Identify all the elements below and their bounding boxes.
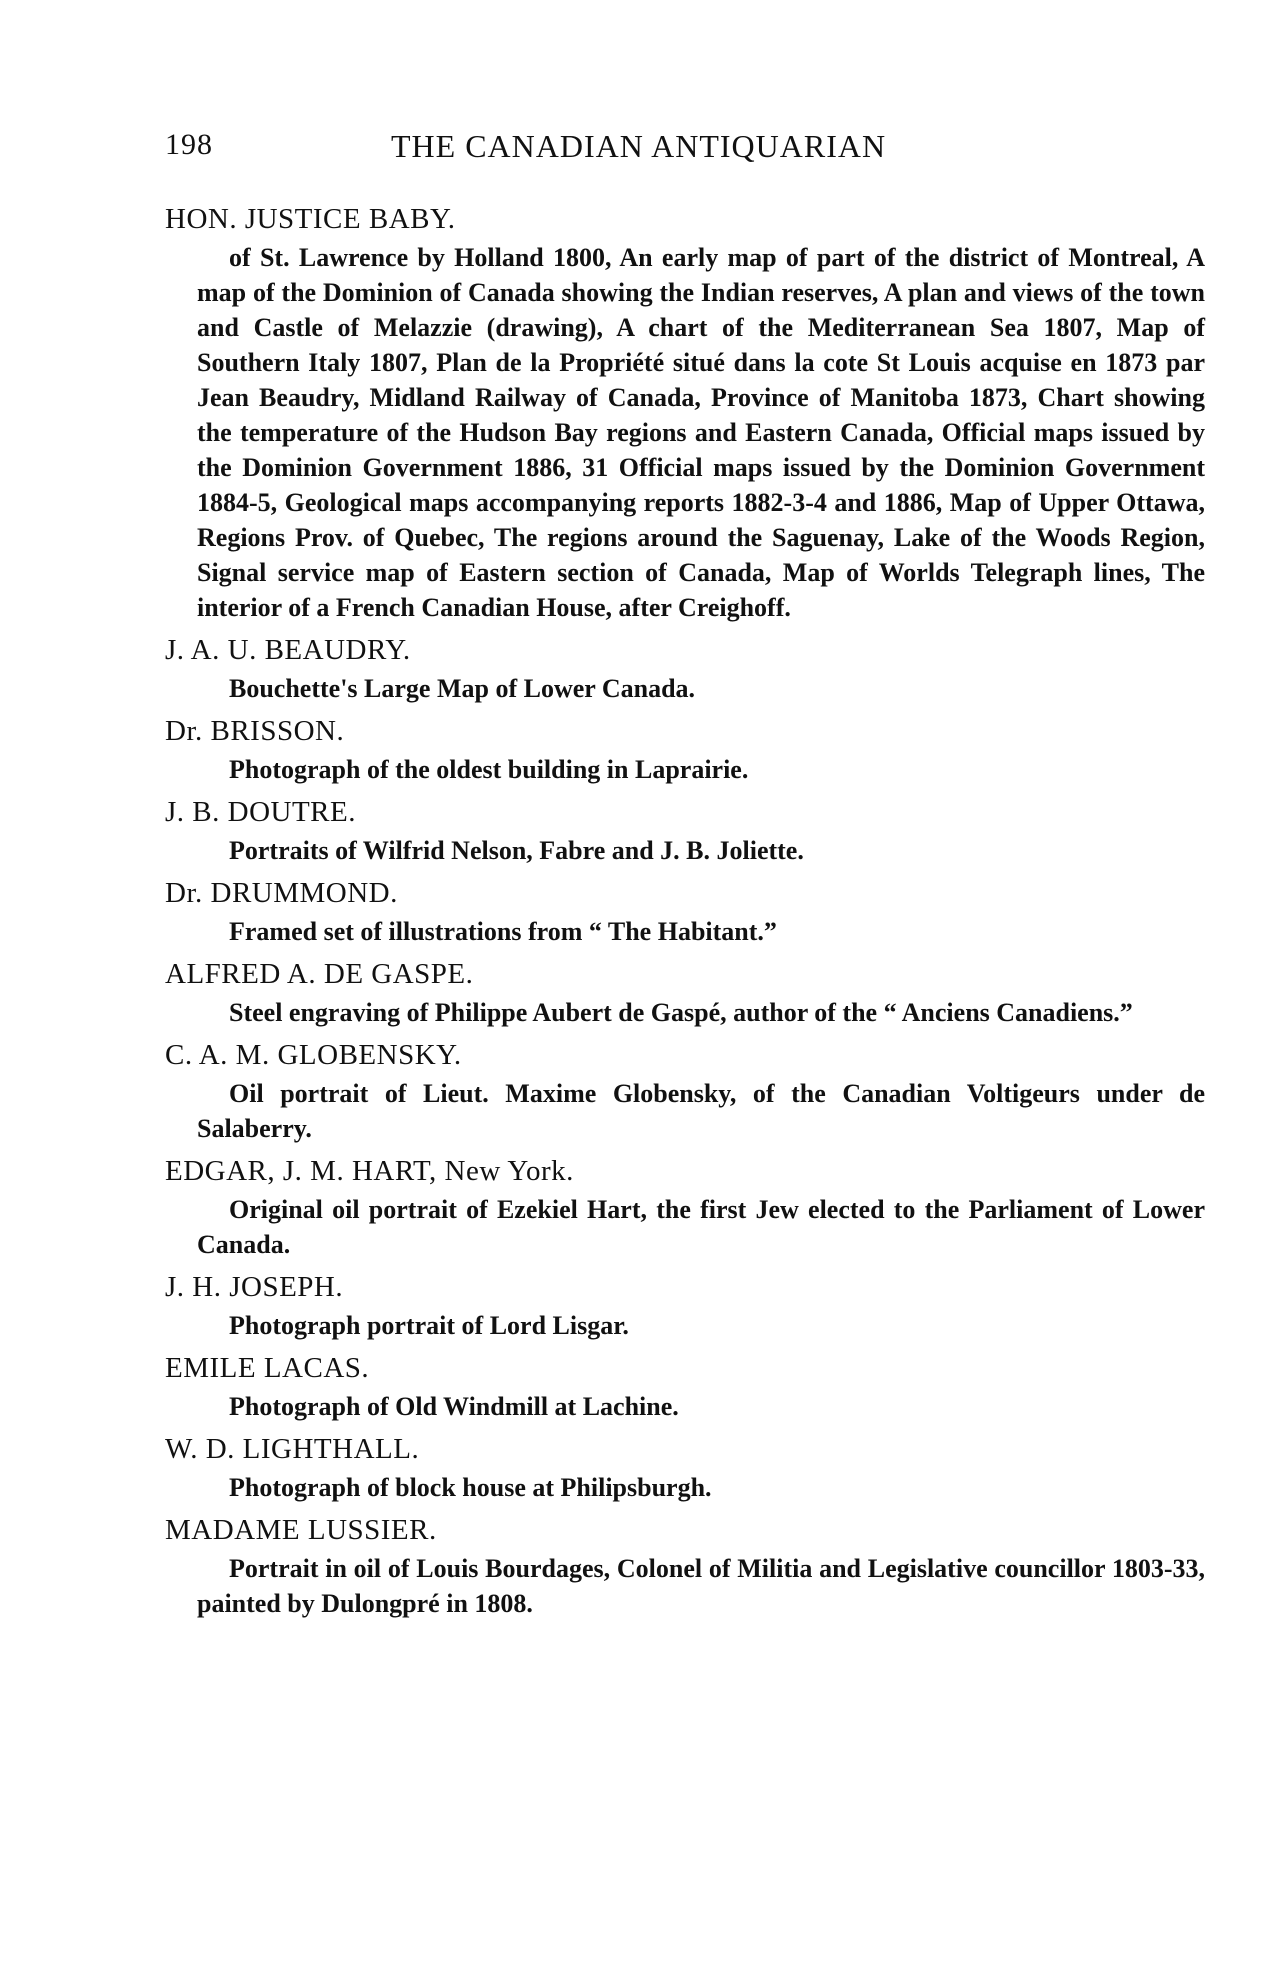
donor-name: EMILE LACAS. [165,1352,370,1384]
donor-name: Dr. BRISSON. [165,715,345,747]
donation-entry [165,714,1205,787]
donation-description: Bouchette's Large Map of Lower Canada. [229,674,696,703]
donation-description: Portrait in oil of Louis Bourdages, Colonel of Militia and Legislative councillor 1803-33, painted by Dulongpré in 1808. [197,1554,1205,1618]
donor-name: Dr. DRUMMOND. [165,877,398,909]
donor-name: MADAME LUSSIER. [165,1514,437,1546]
donation-entry [165,957,1205,1030]
donation-description: Oil portrait of Lieut. Maxime Globensky, of the Canadian Voltigeurs under de Salaberry. [197,1079,1205,1143]
donor-name: HON. JUSTICE BABY. [165,203,456,235]
donation-description: Portraits of Wilfrid Nelson, Fabre and J. B. Joliette. [229,836,804,865]
donation-entry [165,1270,1205,1343]
donation-description: Photograph of block house at Philipsburgh. [229,1473,712,1502]
donor-name: EDGAR, J. M. HART, New York. [165,1155,574,1187]
donor-name: J. H. JOSEPH. [165,1271,344,1303]
journal-title: THE CANADIAN ANTIQUARIAN [391,128,887,164]
running-head [165,128,1205,188]
page-number: 198 [165,128,213,161]
donor-name: J. A. U. BEAUDRY. [165,634,411,666]
donation-entry [165,1154,1205,1262]
donor-name: ALFRED A. DE GASPE. [165,958,474,990]
donation-description: Framed set of illustrations from “ The Habitant.” [229,917,777,946]
donation-entry [165,1513,1205,1621]
donation-description: Original oil portrait of Ezekiel Hart, the first Jew elected to the Parliament of Lower Canada. [197,1195,1205,1259]
donation-description: Photograph of the oldest building in Laprairie. [229,755,749,784]
donor-name: W. D. LIGHTHALL. [165,1433,420,1465]
donation-description: Steel engraving of Philippe Aubert de Gaspé, author of the “ Anciens Canadiens.” [229,998,1133,1027]
document-page [165,128,1205,1629]
donation-entry [165,202,1205,625]
donation-description: of St. Lawrence by Holland 1800, An early map of part of the district of Montreal, A map of the Dominion of Canada showing the Indian reserves, A plan and views of the town and Castle of Melazzie (drawing), A chart of the Mediterranean Sea 1807, Map of Southern Italy 1807, Plan de la Propriété situé dans la cote St Louis acquise en 1873 par Jean Beaudry, Midland Railway of Canada, Province of Manitoba 1873, Chart showing the temperature of the Hudson Bay regions and Eastern Canada, Official maps issued by the Dominion Government 1886, 31 Official maps issued by the Dominion Government 1884-5, Geological maps accompanying reports 1882-3-4 and 1886, Map of Upper Ottawa, Regions Prov. of Quebec, The regions around the Saguenay, Lake of the Woods Region, Signal service map of Eastern section of Canada, Map of Worlds Telegraph lines, The interior of a French Canadian House, after Creighoff. [197,243,1205,622]
donation-entry [165,1038,1205,1146]
donation-description: Photograph of Old Windmill at Lachine. [229,1392,679,1421]
donor-name: C. A. M. GLOBENSKY. [165,1039,462,1071]
donation-description: Photograph portrait of Lord Lisgar. [229,1311,629,1340]
donation-entry [165,1351,1205,1424]
donation-entry [165,1432,1205,1505]
donation-entry [165,876,1205,949]
donation-entry [165,795,1205,868]
donor-name: J. B. DOUTRE. [165,796,356,828]
donation-entry [165,633,1205,706]
